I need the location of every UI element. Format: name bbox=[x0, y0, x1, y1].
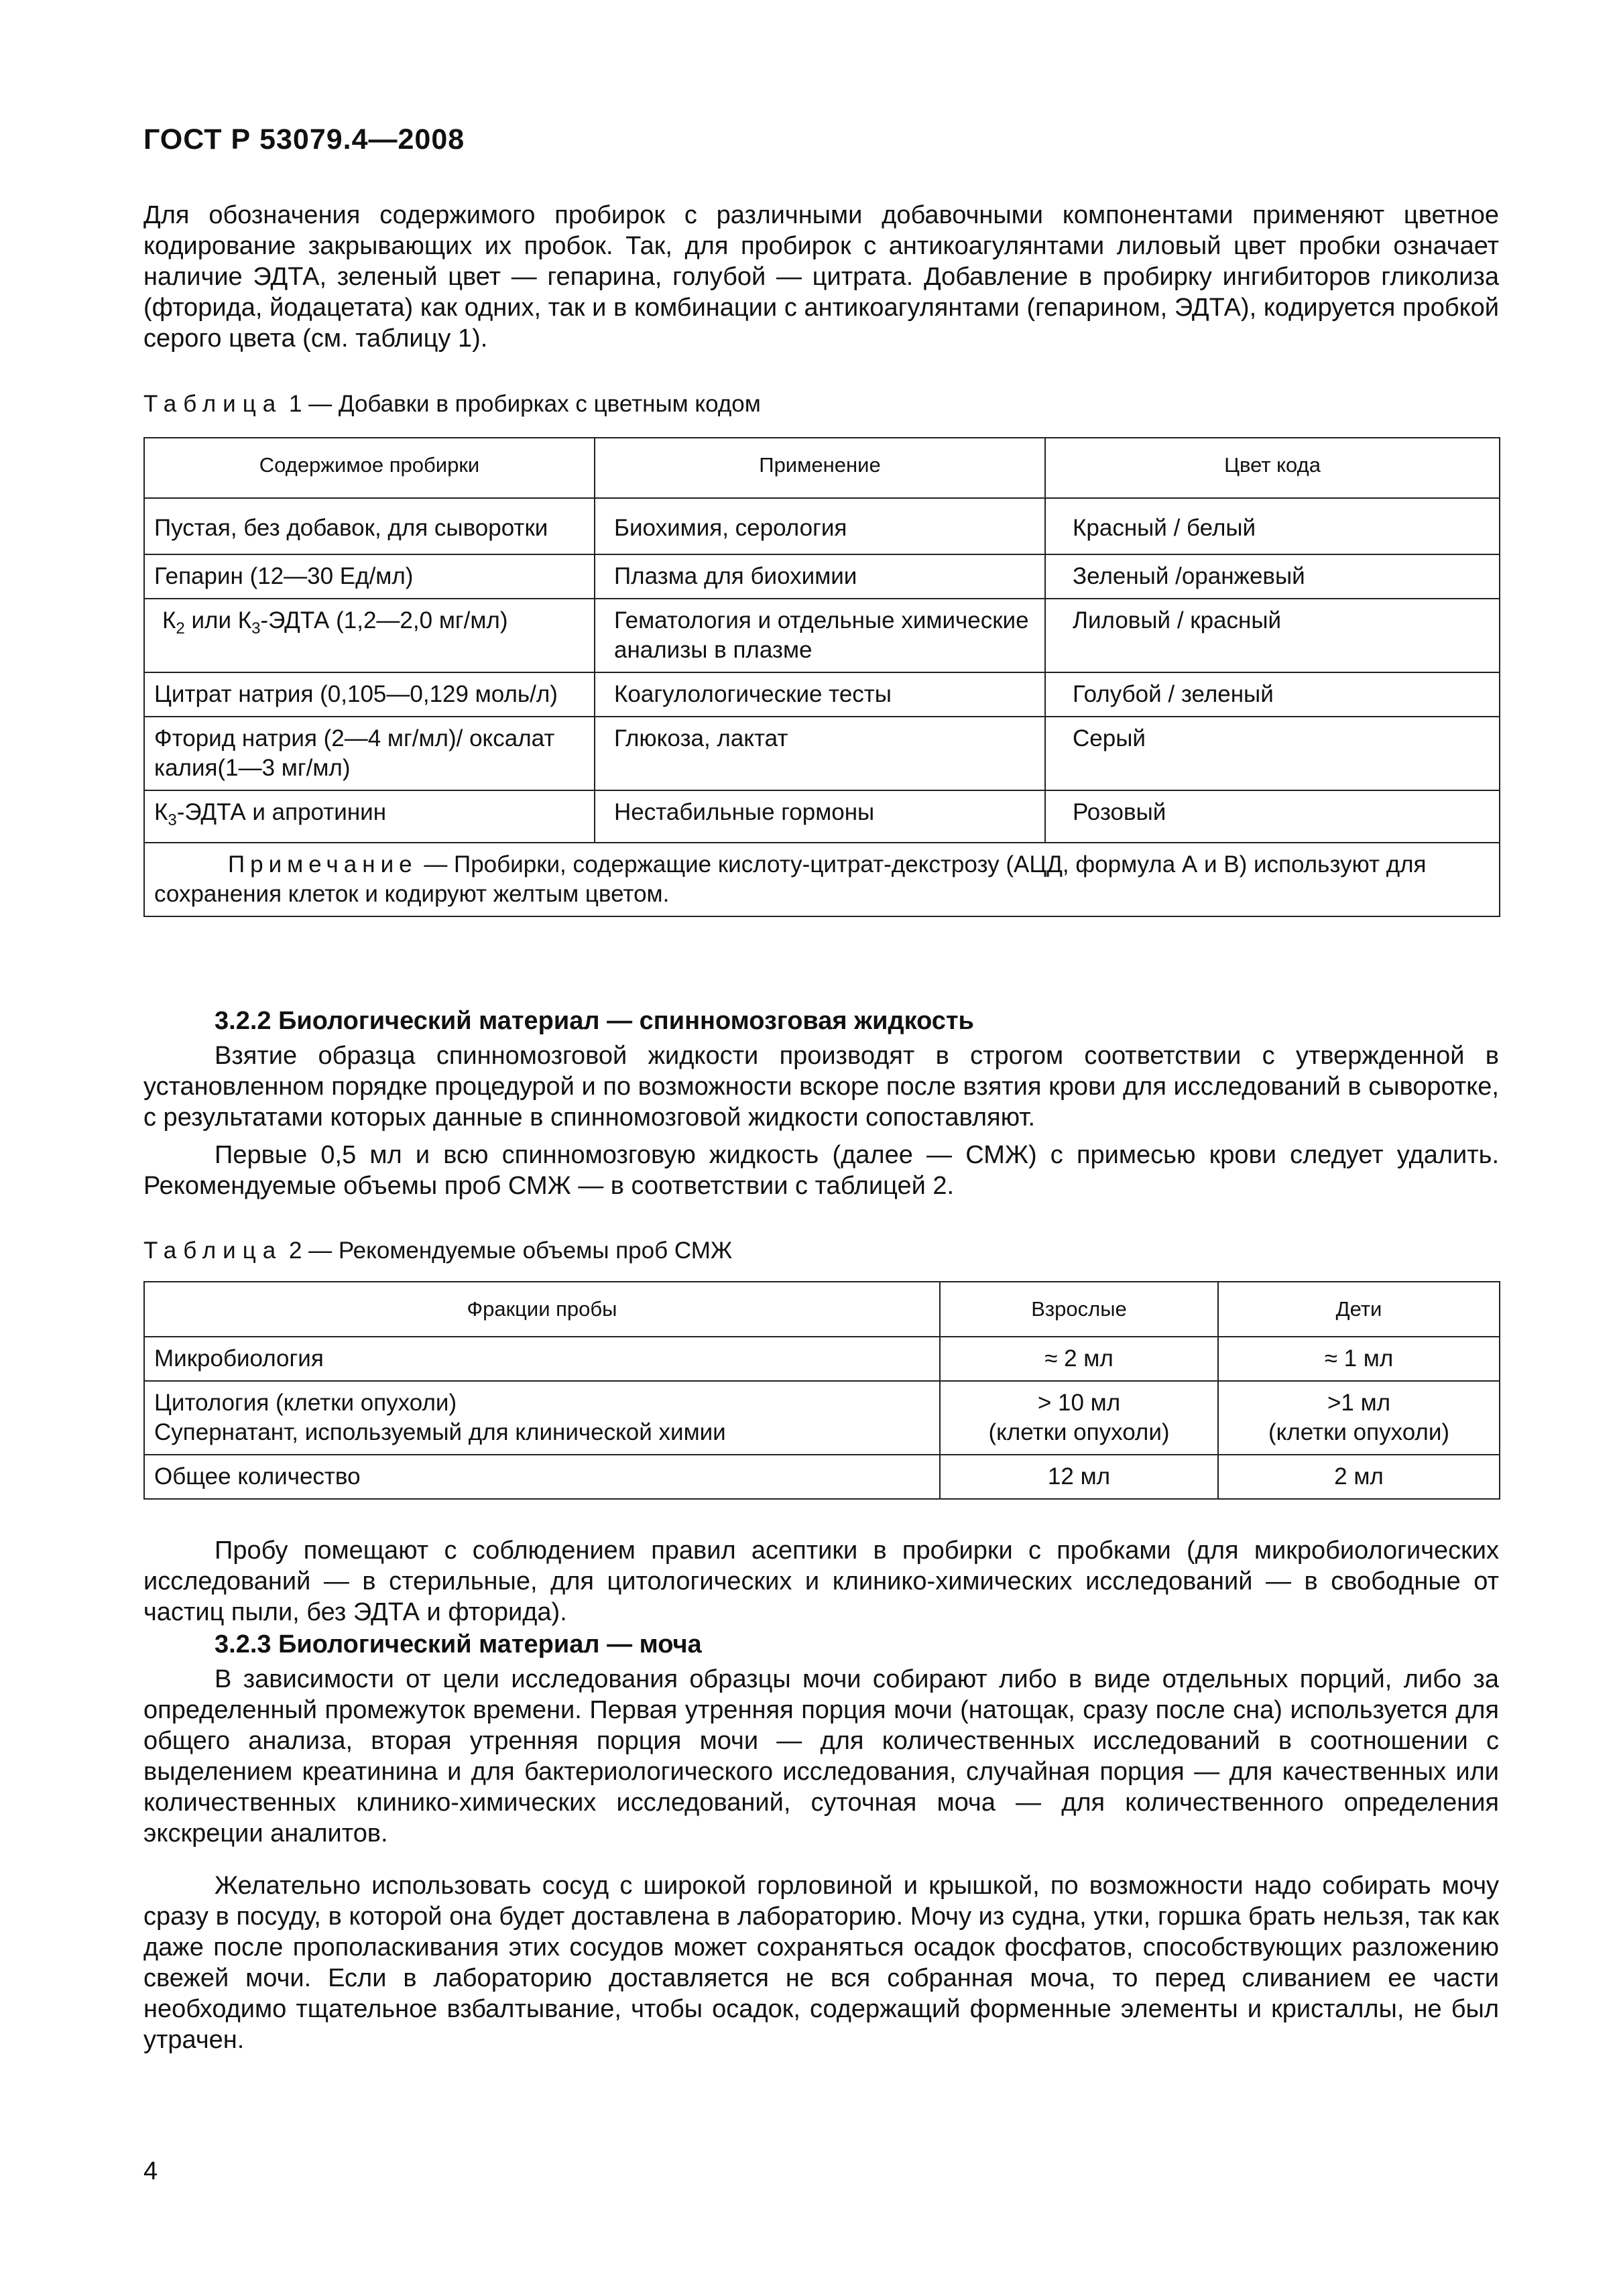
subscript: 3 bbox=[168, 811, 177, 829]
table1-note-row bbox=[144, 843, 1500, 916]
table1-caption-title: 1 — Добавки в пробирках с цветным кодом bbox=[282, 391, 761, 417]
table-cell: Розовый bbox=[1045, 790, 1500, 843]
note-lead: Примечание bbox=[228, 851, 418, 878]
table-cell: Общее количество bbox=[144, 1455, 940, 1499]
section-323-paragraph-2: Желательно использовать сосуд с широкой горловиной и крышкой, по возможности надо собирать мочу сразу в посуду, в которой она будет доставлена в лабораторию. Мочу из судна, утки, горшка брать нельзя, так как даже после прополаскивания этих сосудов может сохраняться осадок фосфатов, способствующих разложению свежей мочи. Если в лабораторию доставляется не вся собранная моча, то перед сливанием ее части необходимо тщательное взбалтывание, чтобы осадок, содержащий форменные элементы и кристаллы, не был утрачен. bbox=[143, 1872, 1499, 2054]
table2-header-row bbox=[144, 1282, 1500, 1337]
cell-line: > 10 мл bbox=[1037, 1390, 1121, 1416]
table-cell: Пустая, без добавок, для сыворотки bbox=[144, 498, 595, 554]
table1-header-cell: Содержимое пробирки bbox=[144, 438, 595, 498]
table-cell: Биохимия, серология bbox=[595, 498, 1045, 554]
section-322-paragraph-2: Первые 0,5 мл и всю спинномозговую жидкость (далее — СМЖ) с примесью крови следует удалить. Рекомендуемые объемы проб СМЖ — в соответствии с таблицей 2. bbox=[143, 1141, 1499, 1200]
section-323-heading: 3.2.3 Биологический материал — моча bbox=[215, 1630, 702, 1658]
table1 bbox=[143, 437, 1500, 917]
table-row bbox=[144, 1381, 1500, 1455]
table2-header-cell: Дети bbox=[1218, 1282, 1500, 1337]
table-cell: Микробиология bbox=[144, 1337, 940, 1381]
cell-line: (клетки опухоли) bbox=[988, 1419, 1170, 1445]
intro-paragraph: Для обозначения содержимого пробирок с различными добавочными компонентами применяют цветное кодирование закрывающих их пробок. Так, для пробирок с антикоагулянтами лиловый цвет пробки означает наличие ЭДТА, зеленый цвет — гепарина, голубой — цитрата. Добавление в пробирку ингибиторов гликолиза (фторида, йодацетата) как одних, так и в комбинации с антикоагулянтами (гепарином, ЭДТА), кодируется пробкой серого цвета (см. таблицу 1). bbox=[143, 201, 1499, 353]
table-row bbox=[144, 554, 1500, 599]
section-322-paragraph-1: Взятие образца спинномозговой жидкости производят в строгом соответствии с утвержденной в установленном порядке процедурой и по возможности вскоре после взятия крови для исследований в сыворотке, с результатами которых данные в спинномозговой жидкости сопоставляют. bbox=[143, 1042, 1499, 1132]
subscript: 3 bbox=[251, 619, 261, 638]
cell-text: -ЭДТА и апротинин bbox=[176, 799, 387, 825]
cell-text: К bbox=[154, 799, 168, 825]
table-cell: Нестабильные гормоны bbox=[595, 790, 1045, 843]
cell-line: Цитология (клетки опухоли) bbox=[154, 1390, 457, 1416]
table2-header-cell: Фракции пробы bbox=[144, 1282, 940, 1337]
cell-text: К bbox=[162, 607, 176, 633]
table-row bbox=[144, 599, 1500, 672]
table2-caption-title: 2 — Рекомендуемые объемы проб СМЖ bbox=[282, 1237, 733, 1264]
table-cell: 12 мл bbox=[940, 1455, 1218, 1499]
table-cell: Гематология и отдельные химические анализы в плазме bbox=[595, 599, 1045, 672]
table-row bbox=[144, 498, 1500, 554]
table1-header-cell: Применение bbox=[595, 438, 1045, 498]
table-row bbox=[144, 717, 1500, 790]
table-cell bbox=[144, 790, 595, 843]
table-cell: Цитрат натрия (0,105—0,129 моль/л) bbox=[144, 672, 595, 717]
table1-note bbox=[144, 843, 1500, 916]
section-322-heading: 3.2.2 Биологический материал — спинномозговая жидкость bbox=[215, 1007, 974, 1035]
page-number: 4 bbox=[143, 2157, 158, 2185]
table-cell: ≈ 1 мл bbox=[1218, 1337, 1500, 1381]
cell-line: >1 мл bbox=[1327, 1390, 1391, 1416]
table-cell: Плазма для биохимии bbox=[595, 554, 1045, 599]
table-cell: Гепарин (12—30 Ед/мл) bbox=[144, 554, 595, 599]
table-cell: ≈ 2 мл bbox=[940, 1337, 1218, 1381]
table2-caption bbox=[143, 1237, 732, 1264]
table1-caption bbox=[143, 391, 761, 418]
table2-header-cell: Взрослые bbox=[940, 1282, 1218, 1337]
table-cell bbox=[144, 1381, 940, 1455]
table-cell: Глюкоза, лактат bbox=[595, 717, 1045, 790]
table2 bbox=[143, 1281, 1500, 1500]
table-row bbox=[144, 1455, 1500, 1499]
cell-text: или К bbox=[184, 607, 252, 633]
table-cell: Серый bbox=[1045, 717, 1500, 790]
section-323-paragraph-1: В зависимости от цели исследования образцы мочи собирают либо в виде отдельных порций, либо за определенный промежуток времени. Первая утренняя порция мочи (натощак, сразу после сна) используется для общего анализа, вторая утренняя порция мочи — для количественных исследований в соотношении с выделением креатинина и для бактериологического исследования, случайная порция — для качественных или количественных клинико-химических исследований, суточная моча — для количественного определения экскреции аналитов. bbox=[143, 1665, 1499, 1848]
table1-caption-word: Таблица bbox=[143, 391, 283, 417]
table-cell: 2 мл bbox=[1218, 1455, 1500, 1499]
subscript: 2 bbox=[176, 619, 185, 638]
table1-header-cell: Цвет кода bbox=[1045, 438, 1500, 498]
table-cell: Лиловый / красный bbox=[1045, 599, 1500, 672]
table-cell: Голубой / зеленый bbox=[1045, 672, 1500, 717]
table-cell: Фторид натрия (2—4 мг/мл)/ оксалат калия(1—3 мг/мл) bbox=[144, 717, 595, 790]
table1-header-row bbox=[144, 438, 1500, 498]
table2-caption-word: Таблица bbox=[143, 1237, 283, 1264]
cell-line: (клетки опухоли) bbox=[1268, 1419, 1450, 1445]
table-cell bbox=[940, 1381, 1218, 1455]
table-row bbox=[144, 790, 1500, 843]
table-cell bbox=[1218, 1381, 1500, 1455]
table-row bbox=[144, 1337, 1500, 1381]
cell-line: Супернатант, используемый для клинической химии bbox=[154, 1419, 726, 1445]
table-cell: Коагулологические тесты bbox=[595, 672, 1045, 717]
table-row bbox=[144, 672, 1500, 717]
table-cell: Зеленый /оранжевый bbox=[1045, 554, 1500, 599]
table-cell bbox=[144, 599, 595, 672]
standard-header: ГОСТ Р 53079.4—2008 bbox=[143, 123, 465, 156]
cell-text: -ЭДТА (1,2—2,0 мг/мл) bbox=[260, 607, 508, 633]
note-text: — Пробирки, содержащие кислоту-цитрат-декстрозу (АЦД, формула А и В) используют для сохранения клеток и кодируют желтым цветом. bbox=[154, 851, 1427, 907]
table-cell: Красный / белый bbox=[1045, 498, 1500, 554]
after-table2-paragraph: Пробу помещают с соблюдением правил асептики в пробирки с пробками (для микробиологических исследований — в стерильные, для цитологических и клинико-химических исследований — в свободные от частиц пыли, без ЭДТА и фторида). bbox=[143, 1536, 1499, 1626]
